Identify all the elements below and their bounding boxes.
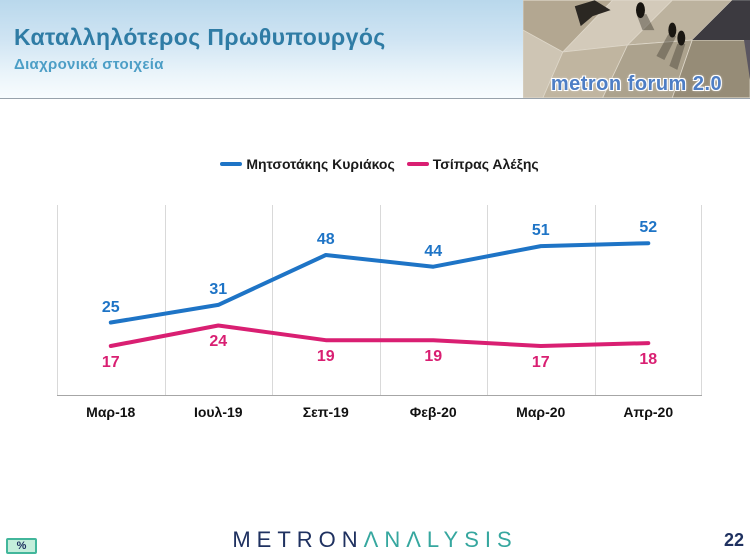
data-label: 19: [316, 348, 335, 366]
x-axis-labels: [57, 404, 702, 420]
legend-swatch-icon: [220, 162, 242, 166]
metron-forum-image: [523, 0, 750, 98]
logo-analysis: ΛNΛLYSIS: [363, 527, 518, 552]
series-line-0: [111, 243, 649, 322]
legend-label: Τσίπρας Αλέξης: [432, 156, 539, 172]
data-label: 51: [531, 222, 550, 240]
plot-area: [57, 205, 702, 396]
legend-item: [407, 156, 539, 172]
x-axis-label: Μαρ-20: [516, 404, 566, 420]
x-axis-label: Ιουλ-19: [193, 404, 243, 420]
data-label: 31: [209, 280, 228, 298]
metron-forum-logo-text: metron forum 2.0: [550, 73, 723, 95]
page-title: Καταλληλότερος Πρωθυπουργός: [14, 24, 386, 50]
page-number: 22: [723, 530, 744, 550]
legend-swatch-icon: [407, 162, 429, 166]
chart-lines: [57, 205, 702, 396]
series-line-1: [111, 326, 649, 351]
data-label: 48: [316, 230, 335, 248]
data-label: 17: [531, 354, 550, 372]
percent-badge: %: [6, 538, 37, 554]
data-label: 18: [639, 351, 658, 369]
data-label: 52: [639, 219, 658, 237]
x-axis-label: Φεβ-20: [409, 404, 457, 420]
page-subtitle: Διαχρονικά στοιχεία: [14, 56, 164, 73]
header: [0, 0, 750, 99]
data-label: 44: [424, 242, 443, 260]
x-axis-label: Μαρ-18: [86, 404, 136, 420]
data-label: 24: [209, 333, 228, 351]
data-label: 25: [101, 298, 120, 316]
data-label: 19: [424, 348, 443, 366]
metron-analysis-logo: [0, 527, 750, 553]
data-label: 17: [101, 354, 120, 372]
legend-item: [220, 156, 394, 172]
chart-legend: [57, 155, 702, 173]
legend-label: Μητσοτάκης Κυριάκος: [246, 156, 395, 172]
x-axis-label: Απρ-20: [623, 404, 674, 420]
logo-metron: METRON: [232, 527, 364, 552]
x-axis-label: Σεπ-19: [302, 404, 349, 420]
